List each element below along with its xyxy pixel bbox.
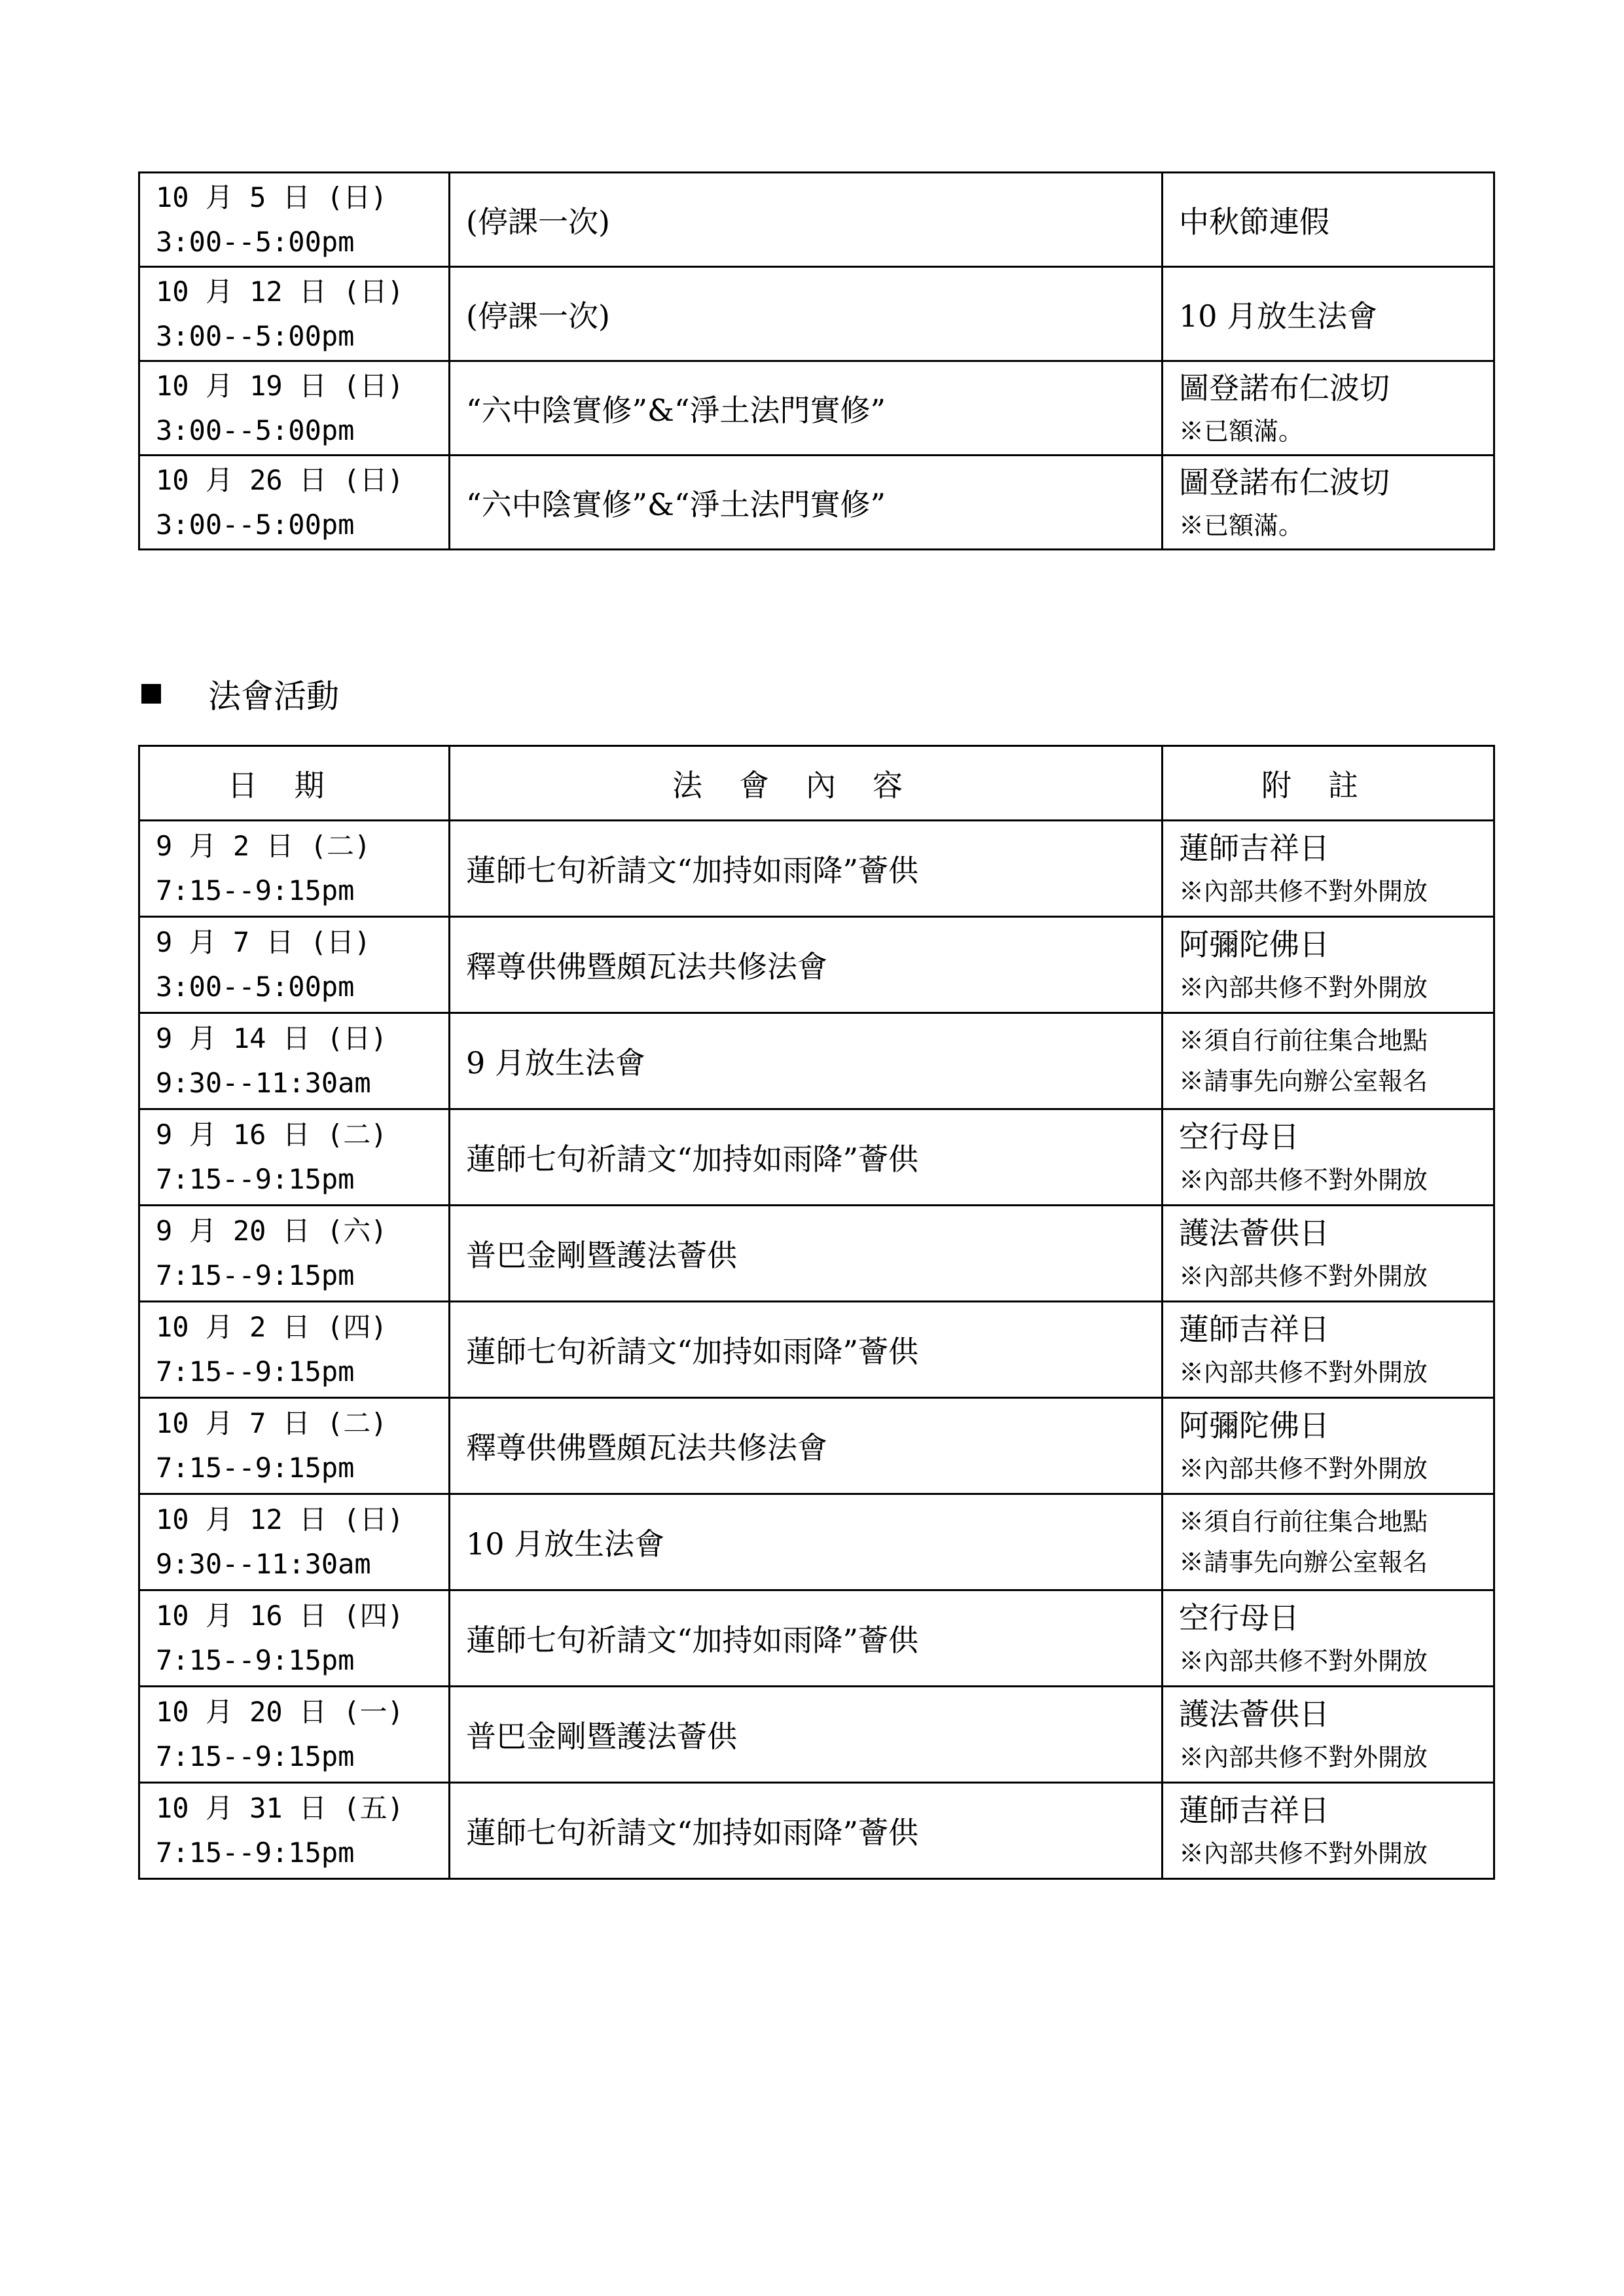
note-sub: ※內部共修不對外開放: [1179, 1454, 1428, 1483]
note-sub: ※內部共修不對外開放: [1179, 973, 1428, 1002]
event-time: 7:15--9:15pm: [156, 1837, 355, 1869]
note-main: 空行母日: [1179, 1119, 1299, 1155]
section-heading: [141, 671, 339, 717]
event-time: 3:00--5:00pm: [156, 971, 355, 1003]
note-sub: ※請事先向辦公室報名: [1179, 1067, 1428, 1096]
note-sub: ※已額滿。: [1179, 511, 1304, 540]
note-cell: [1163, 267, 1494, 361]
note-cell: [1163, 456, 1494, 550]
note-cell: [1163, 1494, 1494, 1590]
event-time: 7:15--9:15pm: [156, 1644, 355, 1676]
note-main: 蓮師吉祥日: [1179, 1793, 1329, 1828]
events-table-header: [139, 746, 1494, 821]
note-cell: [1163, 1302, 1494, 1398]
note-sub: ※已額滿。: [1179, 416, 1304, 446]
note-cell: [1163, 821, 1494, 917]
table-row: [139, 1109, 1494, 1206]
table-row: [139, 1783, 1494, 1879]
date-cell: [139, 1494, 450, 1590]
date-cell: [139, 1398, 450, 1494]
note-cell: [1163, 1109, 1494, 1206]
event-time: 7:15--9:15pm: [156, 1163, 355, 1195]
content-cell: (停課一次): [450, 173, 1163, 267]
table-row: [139, 1398, 1494, 1494]
date-cell: [139, 1687, 450, 1783]
note-main: 空行母日: [1179, 1600, 1299, 1636]
content-cell: 蓮師七句祈請文“加持如雨降”薈供: [450, 1783, 1163, 1879]
note-sub: ※內部共修不對外開放: [1179, 1647, 1428, 1676]
note-main: 中秋節連假: [1179, 204, 1329, 240]
note-cell: [1163, 917, 1494, 1013]
note-cell: [1163, 1687, 1494, 1783]
content-cell: “六中陰實修”&“淨土法門實修”: [450, 361, 1163, 456]
content-cell: 10 月放生法會: [450, 1494, 1163, 1590]
event-date: 10 月 2 日 (四): [156, 1311, 388, 1343]
note-cell: [1163, 173, 1494, 267]
event-date: 10 月 16 日 (四): [156, 1600, 404, 1632]
date-cell: [139, 267, 450, 361]
note-sub: ※內部共修不對外開放: [1179, 1262, 1428, 1291]
note-cell: [1163, 1398, 1494, 1494]
note-sub: ※內部共修不對外開放: [1179, 1839, 1428, 1868]
events-table-body: [139, 746, 1494, 1879]
event-time: 3:00--5:00pm: [156, 508, 355, 541]
note-main: 護法薈供日: [1179, 1696, 1329, 1732]
class-schedule-body: [139, 173, 1494, 550]
class-schedule-table: [138, 171, 1495, 550]
note-cell: [1163, 1590, 1494, 1687]
event-date: 9 月 20 日 (六): [156, 1215, 388, 1247]
table-row: [139, 1687, 1494, 1783]
date-cell: [139, 1783, 450, 1879]
content-cell: “六中陰實修”&“淨土法門實修”: [450, 456, 1163, 550]
square-bullet-icon: [141, 684, 161, 704]
event-time: 7:15--9:15pm: [156, 1259, 355, 1291]
note-sub: ※內部共修不對外開放: [1179, 1166, 1428, 1194]
date-cell: [139, 456, 450, 550]
table-row: [139, 1013, 1494, 1109]
table-row: [139, 173, 1494, 267]
event-date: 10 月 7 日 (二): [156, 1407, 388, 1439]
note-main: 護法薈供日: [1179, 1215, 1329, 1251]
date-cell: [139, 361, 450, 456]
event-time: 7:15--9:15pm: [156, 1452, 355, 1484]
event-time: 7:15--9:15pm: [156, 1355, 355, 1388]
event-time: 7:15--9:15pm: [156, 874, 355, 906]
table-row: [139, 821, 1494, 917]
table-row: [139, 267, 1494, 361]
date-cell: [139, 1302, 450, 1398]
content-cell: 普巴金剛暨護法薈供: [450, 1206, 1163, 1302]
note-cell: [1163, 1783, 1494, 1879]
event-time: 7:15--9:15pm: [156, 1740, 355, 1772]
table-row: [139, 1590, 1494, 1687]
event-date: 9 月 7 日 (日): [156, 926, 371, 958]
event-time: 3:00--5:00pm: [156, 414, 355, 446]
note-main: 蓮師吉祥日: [1179, 1312, 1329, 1347]
note-main: 圖登諾布仁波切: [1179, 464, 1390, 500]
event-time: 9:30--11:30am: [156, 1548, 371, 1580]
header-content: 法會內容: [450, 746, 1163, 821]
date-cell: [139, 1109, 450, 1206]
note-sub: ※請事先向辦公室報名: [1179, 1548, 1428, 1577]
table-row: [139, 1206, 1494, 1302]
note-cell: [1163, 1013, 1494, 1109]
header-note: 附註: [1163, 746, 1494, 821]
note-main: 阿彌陀佛日: [1179, 927, 1329, 962]
events-table: [138, 745, 1495, 1880]
event-date: 9 月 14 日 (日): [156, 1022, 388, 1054]
event-date: 9 月 2 日 (二): [156, 830, 371, 862]
header-date: 日期: [139, 746, 450, 821]
event-date: 10 月 12 日 (日): [156, 1503, 404, 1535]
event-time: 3:00--5:00pm: [156, 225, 355, 258]
table-row: [139, 1494, 1494, 1590]
note-main: ※須自行前往集合地點: [1179, 1026, 1428, 1055]
event-date: 10 月 5 日 (日): [156, 181, 388, 213]
event-date: 10 月 12 日 (日): [156, 275, 404, 308]
event-date: 10 月 31 日 (五): [156, 1792, 404, 1824]
content-cell: 蓮師七句祈請文“加持如雨降”薈供: [450, 821, 1163, 917]
content-cell: 蓮師七句祈請文“加持如雨降”薈供: [450, 1302, 1163, 1398]
event-date: 10 月 26 日 (日): [156, 463, 404, 496]
date-cell: [139, 1206, 450, 1302]
table-row: [139, 917, 1494, 1013]
note-sub: ※內部共修不對外開放: [1179, 1743, 1428, 1772]
table-row: [139, 361, 1494, 456]
event-date: 10 月 20 日 (一): [156, 1696, 404, 1728]
note-main: 10 月放生法會: [1179, 298, 1378, 334]
content-cell: 釋尊供佛暨頗瓦法共修法會: [450, 917, 1163, 1013]
table-row: [139, 1302, 1494, 1398]
content-cell: 9 月放生法會: [450, 1013, 1163, 1109]
content-cell: 普巴金剛暨護法薈供: [450, 1687, 1163, 1783]
note-cell: [1163, 1206, 1494, 1302]
date-cell: [139, 1590, 450, 1687]
content-cell: 蓮師七句祈請文“加持如雨降”薈供: [450, 1109, 1163, 1206]
note-main: 圖登諾布仁波切: [1179, 370, 1390, 406]
event-date: 10 月 19 日 (日): [156, 369, 404, 402]
note-main: ※須自行前往集合地點: [1179, 1507, 1428, 1536]
content-cell: (停課一次): [450, 267, 1163, 361]
event-time: 9:30--11:30am: [156, 1067, 371, 1099]
section-title: 法會活動: [208, 677, 339, 715]
event-date: 9 月 16 日 (二): [156, 1119, 388, 1151]
date-cell: [139, 1013, 450, 1109]
note-sub: ※內部共修不對外開放: [1179, 877, 1428, 906]
note-sub: ※內部共修不對外開放: [1179, 1358, 1428, 1387]
content-cell: 蓮師七句祈請文“加持如雨降”薈供: [450, 1590, 1163, 1687]
date-cell: [139, 821, 450, 917]
event-time: 3:00--5:00pm: [156, 319, 355, 352]
note-main: 蓮師吉祥日: [1179, 831, 1329, 866]
note-cell: [1163, 361, 1494, 456]
note-main: 阿彌陀佛日: [1179, 1408, 1329, 1443]
date-cell: [139, 173, 450, 267]
content-cell: 釋尊供佛暨頗瓦法共修法會: [450, 1398, 1163, 1494]
table-row: [139, 456, 1494, 550]
date-cell: [139, 917, 450, 1013]
